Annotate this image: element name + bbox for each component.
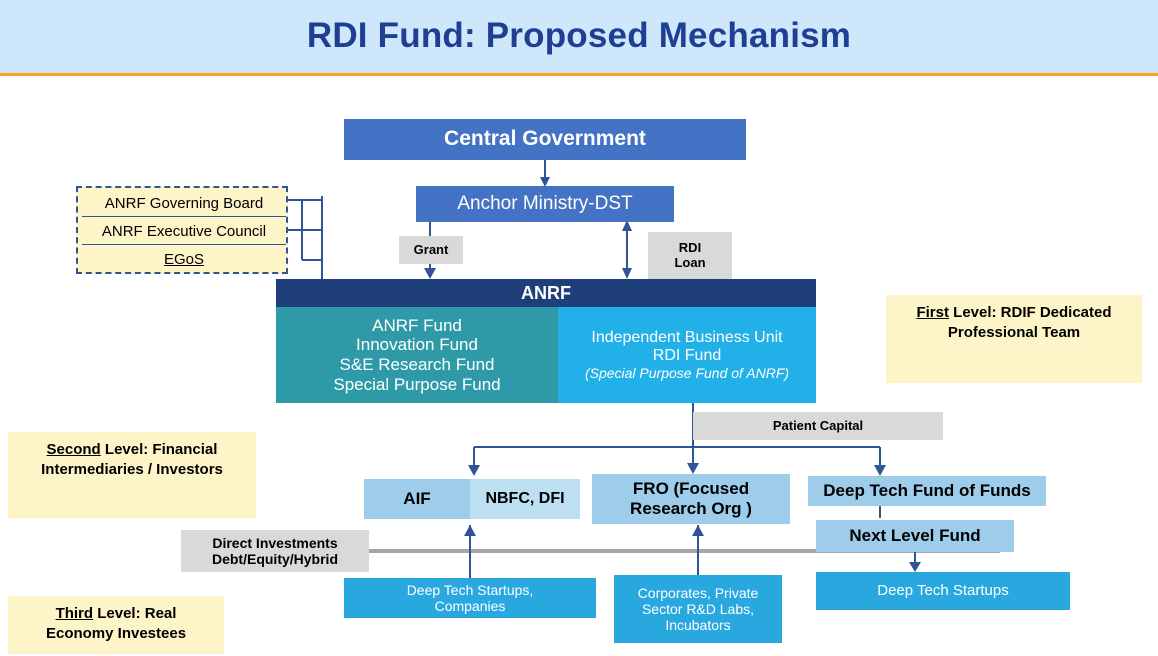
node-corporates-private-sector[interactable] bbox=[614, 575, 782, 643]
fro-line-1: FRO (Focused bbox=[632, 479, 750, 499]
corporates-line-1: Corporates, Private bbox=[637, 584, 759, 601]
ibu-line-2: RDI Fund bbox=[652, 346, 722, 364]
note-first-line2: Professional Team bbox=[947, 323, 1081, 341]
note-third-rest: Level: Real bbox=[93, 605, 177, 622]
page-title: RDI Fund: Proposed Mechanism bbox=[306, 16, 852, 55]
label-direct-investments bbox=[181, 530, 369, 572]
anrf-fund-line-1: ANRF Fund bbox=[372, 315, 462, 335]
node-anchor-ministry-dst[interactable]: Anchor Ministry-DST bbox=[416, 186, 674, 222]
anrf-fund-line-3: S&E Research Fund bbox=[339, 355, 495, 374]
anrf-fund-line-2: Innovation Fund bbox=[356, 335, 478, 355]
note-first-line1 bbox=[896, 303, 1132, 323]
note-third-line2: Economy Investees bbox=[45, 624, 187, 642]
note-first-emphasis: First bbox=[916, 304, 949, 321]
direct-investments-line1: Direct Investments bbox=[212, 534, 338, 551]
label-rdi-loan-line2: Loan bbox=[674, 255, 706, 270]
note-second-line1 bbox=[18, 440, 246, 460]
label-rdi-loan-line1: RDI bbox=[678, 240, 702, 256]
node-nbfc-dfi[interactable]: NBFC, DFI bbox=[470, 479, 580, 519]
label-patient-capital: Patient Capital bbox=[693, 412, 943, 440]
node-central-government[interactable]: Central Government bbox=[344, 119, 746, 160]
dtsc-line-1: Deep Tech Startups, bbox=[406, 581, 534, 598]
note-first-level bbox=[886, 295, 1142, 383]
note-first-rest: Level: RDIF Dedicated bbox=[948, 304, 1112, 321]
note-third-emphasis: Third bbox=[55, 605, 94, 622]
node-deep-tech-startups[interactable]: Deep Tech Startups bbox=[816, 572, 1070, 610]
ibu-subtitle: (Special Purpose Fund of ANRF) bbox=[584, 365, 790, 382]
stack-item-anrf-executive-council[interactable]: ANRF Executive Council bbox=[82, 218, 286, 245]
note-second-rest: Level: Financial bbox=[100, 441, 218, 458]
node-deep-tech-fund-of-funds[interactable]: Deep Tech Fund of Funds bbox=[808, 476, 1046, 506]
node-deep-tech-startups-companies[interactable] bbox=[344, 578, 596, 618]
stack-item-anrf-governing-board[interactable]: ANRF Governing Board bbox=[82, 190, 286, 217]
ibu-line-1: Independent Business Unit bbox=[591, 328, 783, 346]
node-aif[interactable]: AIF bbox=[364, 479, 470, 519]
note-second-level bbox=[8, 432, 256, 518]
anrf-fund-line-4: Special Purpose Fund bbox=[333, 374, 501, 394]
stack-item-egos[interactable] bbox=[82, 246, 286, 272]
node-anrf-funds[interactable] bbox=[276, 307, 558, 403]
note-second-emphasis: Second bbox=[46, 441, 101, 458]
dtsc-line-2: Companies bbox=[434, 598, 506, 614]
stack-item-egos-label: EGoS bbox=[163, 250, 205, 268]
node-fro[interactable] bbox=[592, 474, 790, 524]
fro-line-2: Research Org ) bbox=[630, 499, 752, 518]
label-grant: Grant bbox=[399, 236, 463, 264]
note-third-line1 bbox=[18, 604, 214, 624]
node-anrf-header: ANRF bbox=[276, 279, 816, 307]
note-second-line2: Intermediaries / Investors bbox=[41, 460, 223, 478]
label-rdi-loan bbox=[648, 232, 732, 280]
governance-stack bbox=[76, 186, 288, 274]
direct-investments-line2: Debt/Equity/Hybrid bbox=[211, 551, 338, 567]
node-next-level-fund[interactable]: Next Level Fund bbox=[816, 520, 1014, 552]
node-independent-business-unit[interactable] bbox=[558, 307, 816, 403]
corporates-line-2: Sector R&D Labs, bbox=[641, 600, 755, 617]
note-third-level bbox=[8, 596, 224, 654]
corporates-line-3: Incubators bbox=[665, 617, 731, 634]
